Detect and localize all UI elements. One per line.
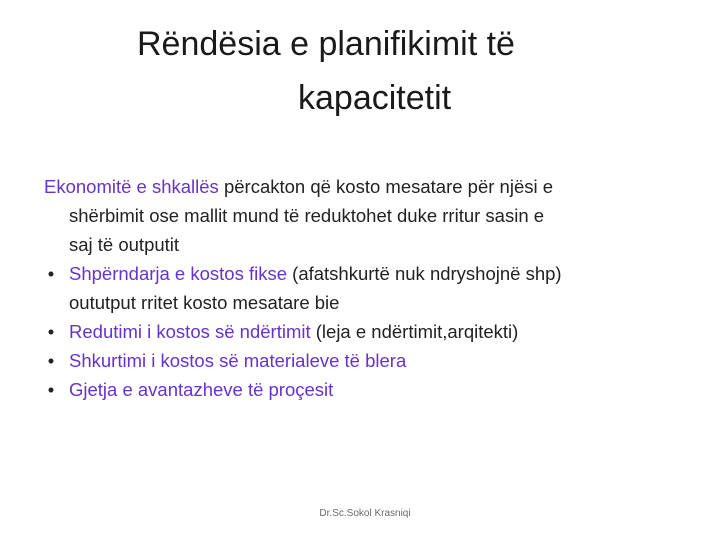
bullet-item-fixed-cost xyxy=(44,259,694,317)
bullet-icon: • xyxy=(47,263,55,284)
intro-line-3: saj të outputit xyxy=(69,234,180,255)
intro-paragraph xyxy=(44,172,694,259)
title-line-1: Rëndësia e planifikimit të xyxy=(137,25,515,63)
title-line-2: kapacitetit xyxy=(298,79,452,117)
intro-line-2: shërbimit ose mallit mund të reduktohet duke rritur sasin e xyxy=(69,205,545,226)
bullet-item-process-advantages xyxy=(44,375,694,404)
bullet-2-text: (leja e ndërtimit,arqitekti) xyxy=(310,321,519,342)
bullet-4-highlight: Gjetja e avantazheve të proçesit xyxy=(69,379,334,400)
bullet-2-line xyxy=(69,321,518,342)
bullet-icon: • xyxy=(47,379,55,400)
bullet-2-highlight: Redutimi i kostos së ndërtimit xyxy=(69,321,311,342)
bullet-1-line-1 xyxy=(69,259,694,288)
bullet-icon: • xyxy=(47,321,55,342)
bullet-1-line-2: oututput rritet kosto mesatare bie xyxy=(69,292,340,313)
bullet-item-construction-cost xyxy=(44,317,694,346)
slide-footer xyxy=(0,508,720,519)
intro-highlight: Ekonomitë e shkallës xyxy=(44,176,219,197)
footer-author: Dr.Sc.Sokol Krasniqi xyxy=(319,508,411,519)
bullet-1-text: (afatshkurtë nuk ndryshojnë shp) xyxy=(287,263,562,284)
intro-line-1 xyxy=(44,172,694,201)
bullet-icon: • xyxy=(47,350,55,371)
bullet-4-line xyxy=(69,379,333,400)
bullet-3-highlight: Shkurtimi i kostos së materialeve të blera xyxy=(69,350,407,371)
bullet-item-materials-cost xyxy=(44,346,694,375)
intro-line-1-text: përcakton që kosto mesatare për njësi e xyxy=(218,176,554,197)
bullet-3-line xyxy=(69,350,406,371)
slide-content xyxy=(44,172,694,404)
bullet-1-highlight: Shpërndarja e kostos fikse xyxy=(69,263,288,284)
